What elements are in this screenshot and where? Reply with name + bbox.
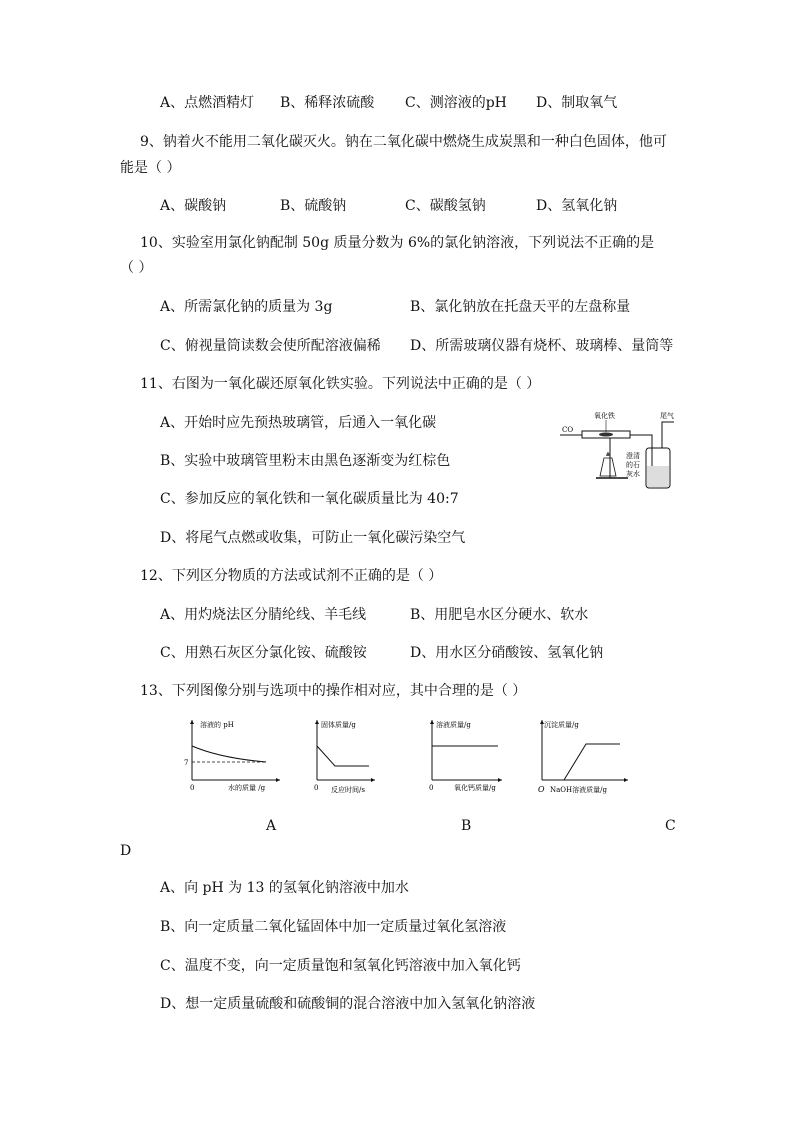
limewater-label-2: 的石 xyxy=(626,461,640,469)
q11-option-a: A、开始时应先预热玻璃管，后通入一氧化碳 xyxy=(160,415,437,431)
q9-option-c: C、碳酸氢钠 xyxy=(405,198,486,214)
q12-option-d: D、用水区分硝酸铵、氢氧化钠 xyxy=(410,645,604,661)
q12-option-b: B、用肥皂水区分硬水、软水 xyxy=(410,607,589,623)
q10-option-d: D、所需玻璃仪器有烧杯、玻璃棒、量筒等 xyxy=(410,338,674,354)
q13-option-c: C、温度不变，向一定质量饱和氢氧化钙溶液中加入氧化钙 xyxy=(160,958,521,974)
q9-option-a: A、碳酸钠 xyxy=(160,198,227,214)
graph-c-ylabel: 溶液质量/g xyxy=(436,721,471,729)
tail-gas-label: 尾气 xyxy=(660,412,674,420)
graph-d-xlabel: NaOH溶液质量/g xyxy=(550,786,607,794)
graph-b-origin: 0 xyxy=(314,784,319,792)
q13-option-b: B、向一定质量二氧化锰固体中加一定质量过氧化氢溶液 xyxy=(160,919,507,935)
q9-stem-line2: 能是（ ） xyxy=(120,160,181,176)
graph-label-d: D xyxy=(120,843,132,859)
graph-a-origin: 0 xyxy=(190,784,195,792)
graph-d-origin: O xyxy=(538,785,545,794)
q13-graph-a xyxy=(180,716,290,798)
co-reduction-apparatus-figure xyxy=(556,408,686,490)
co-label: CO xyxy=(562,426,574,434)
q13-graph-d xyxy=(530,716,640,798)
q13-stem: 13、下列图像分别与选项中的操作相对应，其中合理的是（ ） xyxy=(140,683,527,699)
graph-label-c: C xyxy=(665,818,676,834)
graph-c-xlabel: 氧化钙质量/g xyxy=(454,784,496,792)
graph-a-tick-7: 7 xyxy=(184,759,189,767)
q8-option-a: A、点燃酒精灯 xyxy=(160,95,255,111)
q11-option-c: C、参加反应的氧化铁和一氧化碳质量比为 40:7 xyxy=(160,491,459,507)
graph-d-ylabel: 沉淀质量/g xyxy=(544,721,579,729)
q13-option-d: D、想一定质量硫酸和硫酸铜的混合溶液中加入氢氧化钠溶液 xyxy=(160,996,536,1012)
q9-stem-line1: 9、钠着火不能用二氧化碳灭火。钠在二氧化碳中燃烧生成炭黑和一种白色固体，他可 xyxy=(140,134,667,150)
iron-oxide-label: 氧化铁 xyxy=(594,412,615,420)
q13-graph-b xyxy=(305,716,415,798)
q11-option-b: B、实验中玻璃管里粉末由黑色逐渐变为红棕色 xyxy=(160,453,451,469)
q10-option-b: B、氯化钠放在托盘天平的左盘称量 xyxy=(410,299,631,315)
q10-stem-line2: （ ） xyxy=(120,260,153,276)
graph-b-xlabel: 反应时间/s xyxy=(331,786,365,794)
q10-option-c: C、俯视量筒读数会使所配溶液偏稀 xyxy=(160,338,381,354)
q9-option-d: D、氢氧化钠 xyxy=(536,198,618,214)
q10-option-a: A、所需氯化钠的质量为 3g xyxy=(160,299,333,315)
q12-stem: 12、下列区分物质的方法或试剂不正确的是（ ） xyxy=(140,568,443,584)
q8-option-b: B、稀释浓硫酸 xyxy=(280,95,375,111)
q13-option-a: A、向 pH 为 13 的氢氧化钠溶液中加水 xyxy=(160,880,409,896)
q11-stem: 11、右图为一氧化碳还原氧化铁实验。下列说法中正确的是（ ） xyxy=(140,376,541,392)
graph-label-b: B xyxy=(461,818,472,834)
q10-stem-line1: 10、实验室用氯化钠配制 50g 质量分数为 6%的氯化钠溶液，下列说法不正确的是 xyxy=(140,235,655,251)
q12-option-c: C、用熟石灰区分氯化铵、硫酸铵 xyxy=(160,645,367,661)
graph-a-ylabel: 溶液的 pH xyxy=(200,721,234,729)
limewater-label-3: 灰水 xyxy=(626,470,640,478)
limewater-label-1: 澄清 xyxy=(626,452,640,460)
graph-label-a: A xyxy=(266,818,277,834)
q12-option-a: A、用灼烧法区分腈纶线、羊毛线 xyxy=(160,607,367,623)
graph-b-ylabel: 固体质量/g xyxy=(321,721,356,729)
q13-graph-c xyxy=(420,716,530,798)
q8-option-c: C、测溶液的pH xyxy=(405,95,507,111)
q8-option-d: D、制取氧气 xyxy=(536,95,618,111)
q9-option-b: B、硫酸钠 xyxy=(280,198,347,214)
graph-c-origin: 0 xyxy=(429,784,434,792)
graph-a-xlabel: 水的质量 /g xyxy=(228,784,266,792)
q11-option-d: D、将尾气点燃或收集，可防止一氧化碳污染空气 xyxy=(160,530,466,546)
